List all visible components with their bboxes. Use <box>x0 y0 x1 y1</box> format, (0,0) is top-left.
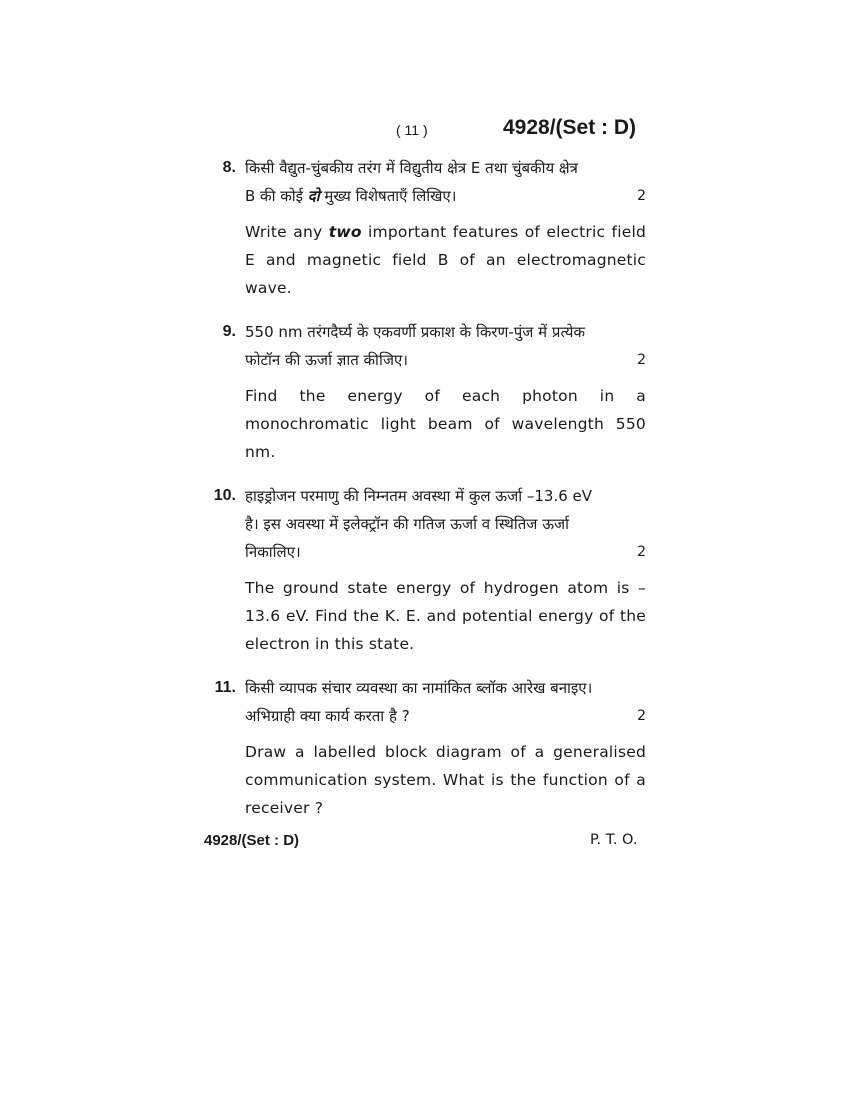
question-text-english: Find the energy of each photon in a monochromatic light beam of wavelength 550 nm. <box>245 387 646 461</box>
question-text-hindi <box>245 482 646 566</box>
hindi-line: किसी वैद्युत-चुंबकीय तरंग में विद्युतीय क्षेत्र E तथा चुंबकीय क्षेत्र <box>245 159 578 177</box>
question-10 <box>198 482 646 658</box>
question-11 <box>198 674 646 822</box>
hindi-line: है। इस अवस्था में इलेक्ट्रॉन की गतिज ऊर्जा व स्थितिज ऊर्जा <box>245 515 569 533</box>
question-text-english: The ground state energy of hydrogen atom is –13.6 eV. Find the K. E. and potential energy of the electron in this state. <box>245 579 646 653</box>
hindi-text: मुख्य विशेषताएँ लिखिए। <box>319 187 457 205</box>
english-text: Write any <box>245 223 329 241</box>
question-text-english: Draw a labelled block diagram of a generalised communication system. What is the function of a receiver ? <box>245 743 646 817</box>
hindi-line: हाइड्रोजन परमाणु की निम्नतम अवस्था में कुल ऊर्जा –13.6 eV <box>245 487 593 505</box>
question-number: 8. <box>222 159 236 176</box>
hindi-text: अभिग्राही क्या कार्य करता है ? <box>245 707 410 725</box>
hindi-text: फोटॉन की ऊर्जा ज्ञात कीजिए। <box>245 351 408 369</box>
question-number: 11. <box>214 679 236 696</box>
question-8 <box>198 154 646 302</box>
page-number: ( 11 ) <box>396 122 428 138</box>
hindi-text: B की कोई <box>245 187 308 205</box>
hindi-text: निकालिए। <box>245 543 301 561</box>
question-text-english <box>245 218 646 302</box>
question-text-hindi <box>245 154 646 210</box>
hindi-emphasis: दो <box>307 187 320 205</box>
paper-code-footer: 4928/(Set : D) <box>204 832 300 849</box>
paper-code-header: 4928/(Set : D) <box>503 116 637 139</box>
hindi-line <box>245 182 646 210</box>
marks: 2 <box>637 708 646 724</box>
hindi-line <box>245 538 646 566</box>
hindi-line <box>245 346 646 374</box>
hindi-line: 550 nm तरंगदैर्घ्य के एकवर्णी प्रकाश के किरण-पुंज में प्रत्येक <box>245 323 586 341</box>
english-emphasis: two <box>328 223 362 241</box>
question-text-hindi <box>245 674 646 730</box>
hindi-line: किसी व्यापक संचार व्यवस्था का नामांकित ब्लॉक आरेख बनाइए। <box>245 679 593 697</box>
marks: 2 <box>637 188 646 204</box>
pto-label: P. T. O. <box>590 832 638 848</box>
marks: 2 <box>637 544 646 560</box>
question-9 <box>198 318 646 466</box>
question-text-hindi <box>245 318 646 374</box>
english-text: important features of electric field E and magnetic field B of an electromagnetic wave. <box>245 223 646 297</box>
question-number: 10. <box>213 487 236 504</box>
hindi-line <box>245 702 646 730</box>
marks: 2 <box>637 352 646 368</box>
question-number: 9. <box>222 323 236 340</box>
